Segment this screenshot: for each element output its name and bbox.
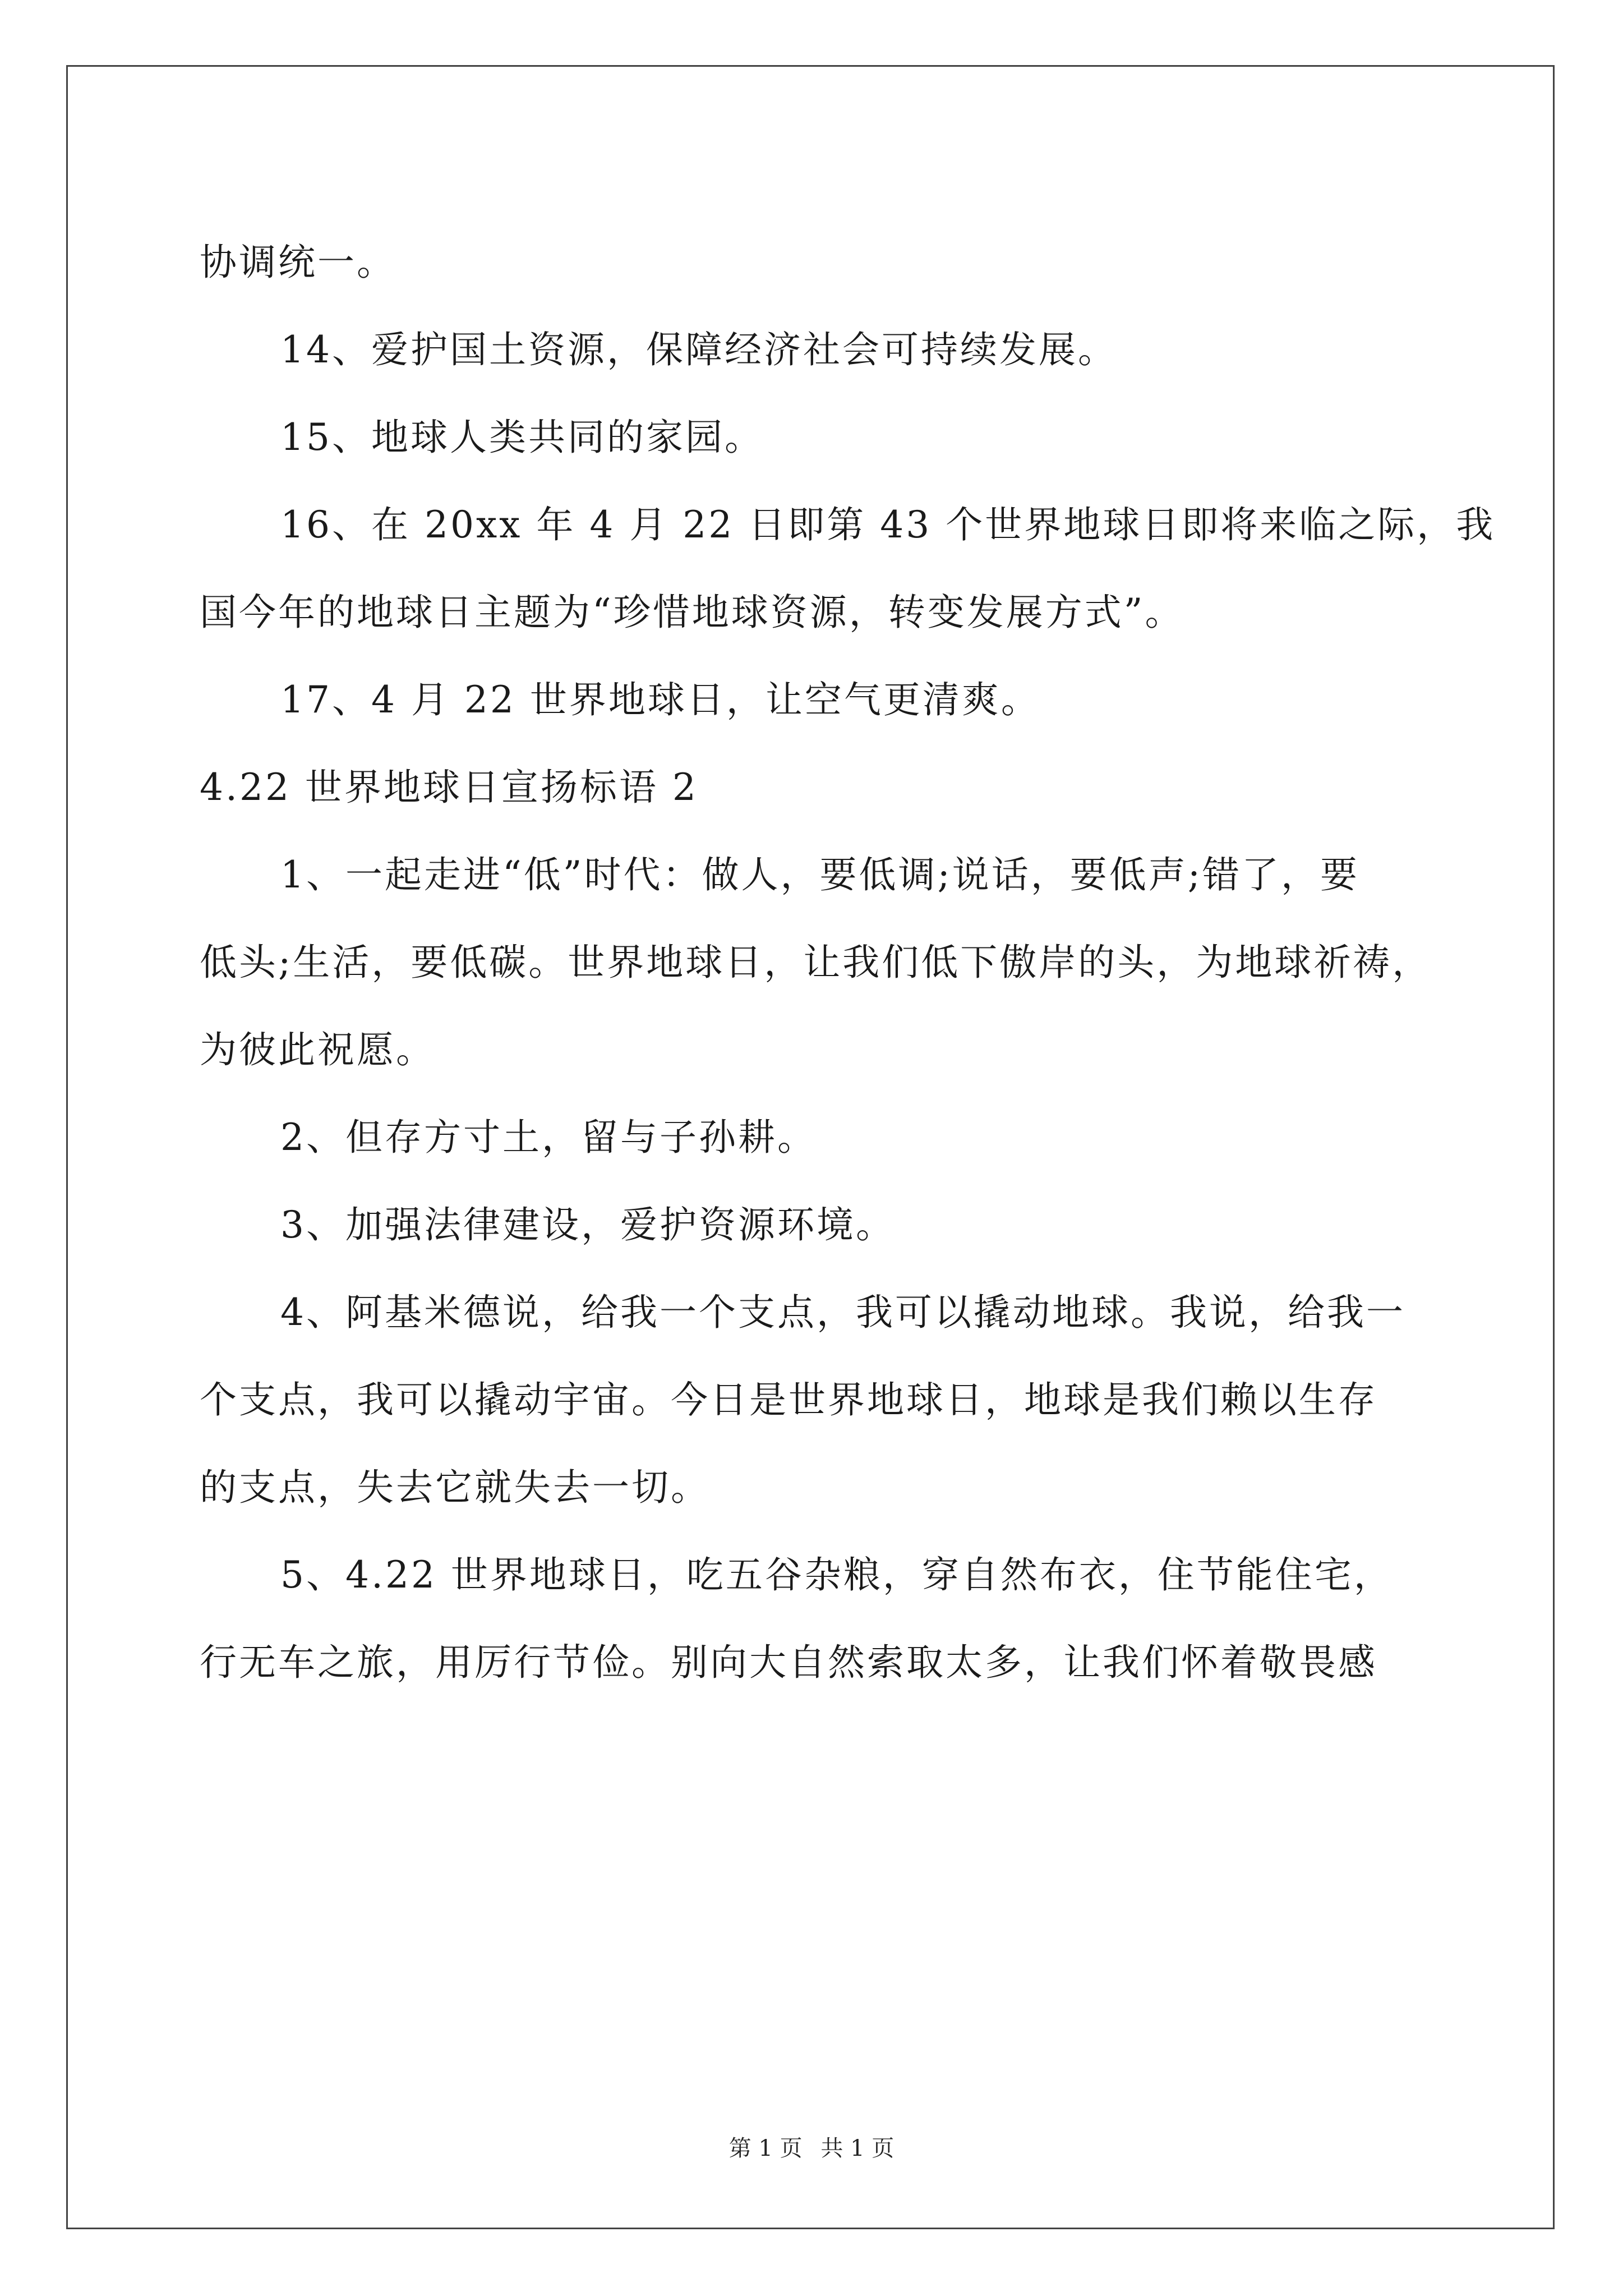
text-line-4: 16、在 20xx 年 4 月 22 日即第 43 个世界地球日即将来临之际，我 [280,503,1496,546]
section-heading: 4.22 世界地球日宣扬标语 2 [200,766,698,809]
text-line-14: 个支点，我可以撬动宇宙。今日是世界地球日，地球是我们赖以生存 [200,1378,1377,1421]
text-line-2: 14、爱护国土资源，保障经济社会可持续发展。 [280,328,1117,371]
text-line-8: 1、一起走进“低”时代：做人，要低调;说话，要低声;错了，要 [280,853,1359,896]
text-line-5: 国今年的地球日主题为“珍惜地球资源，转变发展方式”。 [200,591,1184,634]
text-line-16: 5、4.22 世界地球日，吃五谷杂粮，穿自然布衣，住节能住宅， [280,1553,1393,1596]
page-number-current: 第 1 页 [728,2136,803,2161]
text-line-9: 低头;生活，要低碳。世界地球日，让我们低下傲岸的头，为地球祈祷， [200,941,1432,984]
document-body [200,219,1496,1706]
page-number-total: 共 1 页 [820,2136,895,2161]
text-line-15: 的支点，失去它就失去一切。 [200,1466,710,1509]
text-line-11: 2、但存方寸土，留与子孙耕。 [280,1116,817,1159]
text-line-3: 15、地球人类共同的家园。 [280,416,764,459]
text-line-13: 4、阿基米德说，给我一个支点，我可以撬动地球。我说，给我一 [280,1291,1405,1334]
page-footer [0,2132,1623,2165]
text-line-17: 行无车之旅，用厉行节俭。别向大自然索取太多，让我们怀着敬畏感 [200,1641,1377,1684]
text-line-1: 协调统一。 [200,241,396,284]
text-line-12: 3、加强法律建设，爱护资源环境。 [280,1203,895,1246]
text-line-6: 17、4 月 22 世界地球日，让空气更清爽。 [280,678,1040,721]
text-line-10: 为彼此祝愿。 [200,1028,435,1071]
